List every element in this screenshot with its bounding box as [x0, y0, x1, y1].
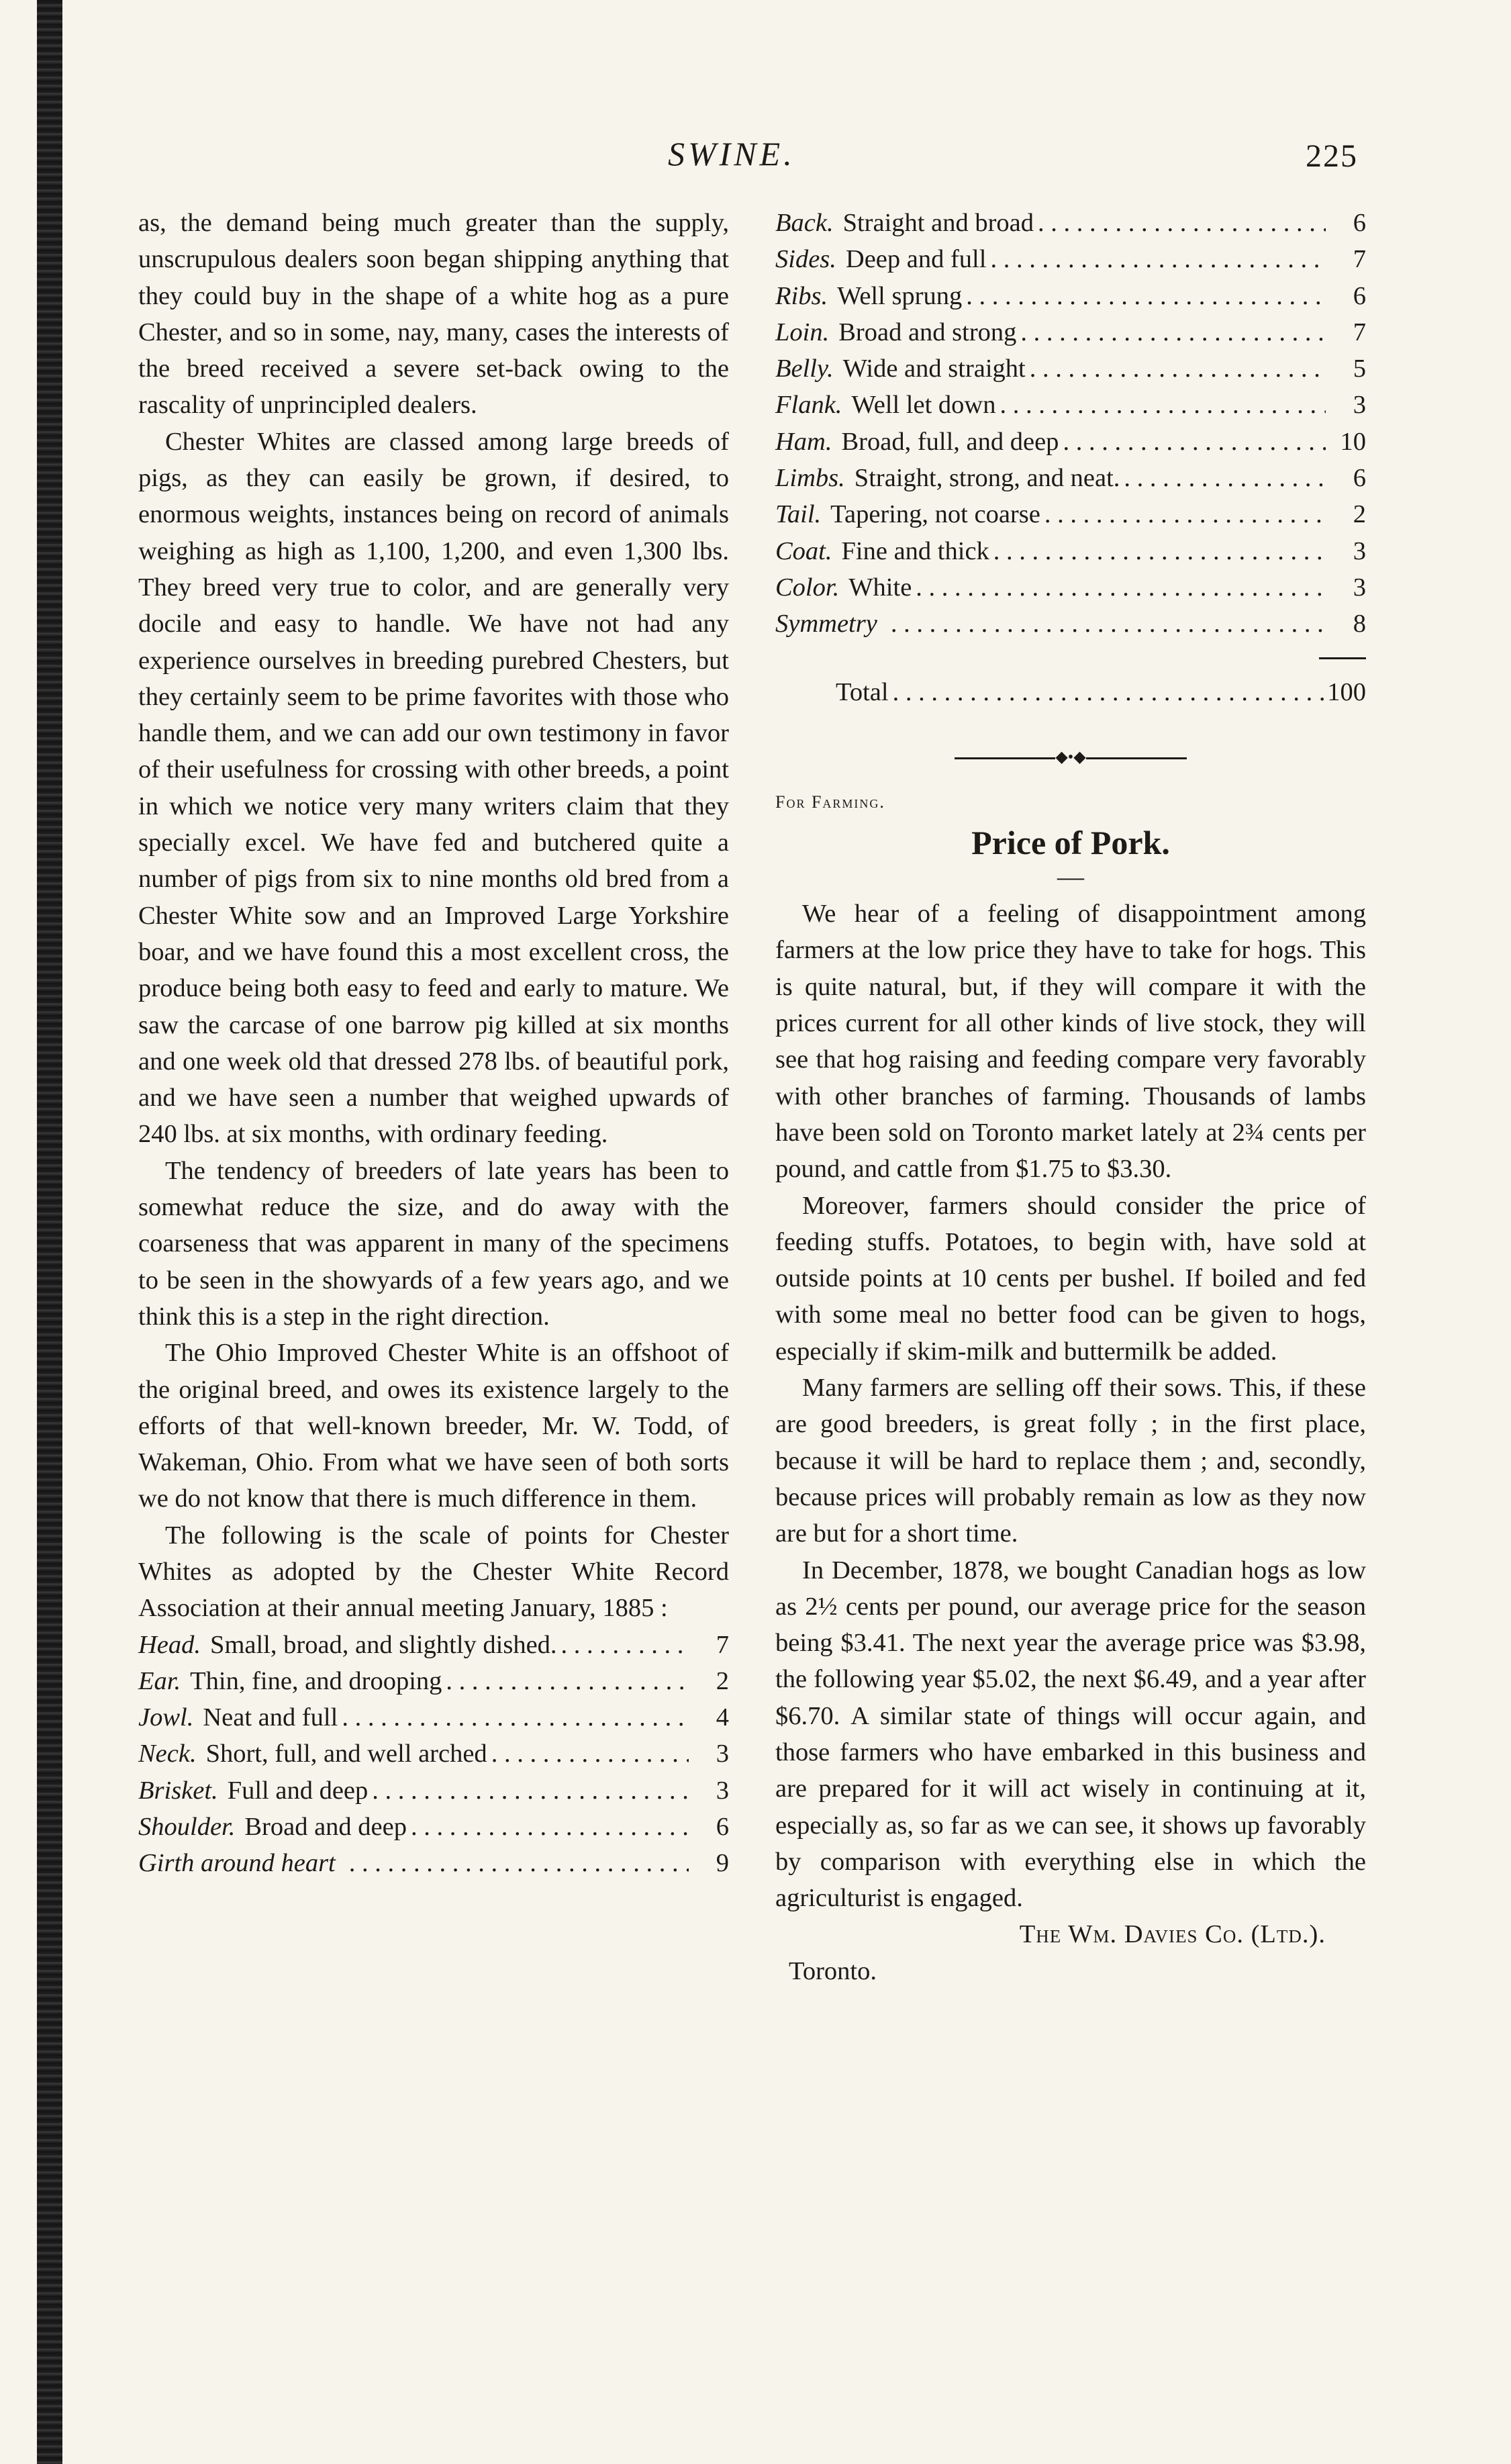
paragraph: The Ohio Improved Chester White is an offshoot of the original breed, and owes its existence largely to the efforts of that well-known breeder, Mr. W. Todd, of Wakeman, Ohio. From what we have seen of both sorts we do not know that there is much difference in them. [138, 1339, 729, 1513]
dot-leader [1020, 314, 1326, 350]
scale-part: Ham. [775, 427, 832, 456]
scale-desc: Short, full, and well arched [205, 1740, 487, 1768]
scale-desc: Straight, strong, and neat. [854, 464, 1120, 493]
scale-points: 9 [716, 1849, 729, 1878]
scale-part: Coat. [775, 536, 832, 565]
dot-leader [916, 569, 1326, 606]
scale-desc: Straight and broad [842, 209, 1034, 237]
scale-row [775, 205, 1366, 241]
scale-row [775, 533, 1366, 569]
scale-part: Head. [138, 1630, 201, 1659]
scale-part: Ribs. [775, 281, 828, 310]
scale-desc: Well sprung [837, 281, 963, 310]
scale-part: Jowl. [138, 1703, 194, 1732]
scale-desc: Tapering, not coarse [830, 500, 1040, 529]
scale-points: 6 [1353, 209, 1366, 237]
page-binding-edge [37, 0, 62, 2464]
right-column [775, 205, 1366, 1989]
dot-leader [1063, 424, 1326, 460]
scale-desc: Broad, full, and deep [841, 427, 1059, 456]
scale-row [775, 387, 1366, 423]
scale-row [138, 1845, 729, 1881]
dot-leader [372, 1772, 689, 1809]
scale-desc: Thin, fine, and drooping [190, 1666, 442, 1695]
scale-total-row [775, 674, 1366, 710]
scale-row [138, 1772, 729, 1809]
scale-part: Shoulder. [138, 1813, 236, 1842]
paragraph: Moreover, farmers should consider the price of feeding stuffs. Potatoes, to begin with, have sold at outside points at 10 cents per bushel. If boiled and fed with some meal no better food can be given to hogs, especially if skim-milk and buttermilk be added. [775, 1191, 1366, 1366]
scale-part: Tail. [775, 500, 822, 529]
dot-leader [990, 241, 1326, 277]
scale-points: 3 [1353, 536, 1366, 565]
dot-leader [1038, 205, 1326, 241]
scale-row [775, 424, 1366, 460]
dot-leader [891, 606, 1326, 642]
scale-part: Sides. [775, 245, 836, 274]
running-head: SWINE. [668, 135, 795, 173]
scale-row [775, 350, 1366, 387]
article-credit: For Farming. [775, 792, 885, 812]
page-number: 225 [1306, 138, 1358, 174]
scale-part: Loin. [775, 318, 830, 346]
scale-row [138, 1809, 729, 1845]
scale-of-points-right [775, 205, 1366, 643]
scale-desc: Deep and full [845, 245, 987, 274]
scale-row [138, 1663, 729, 1699]
scale-desc: Fine and thick [841, 536, 989, 565]
paragraph: In December, 1878, we bought Canadian hogs as low as 2½ cents per pound, our average price for the season being $3.41. The next year the average price was $3.98, the following year $5.02, the next $6.49, and a year after $6.70. A similar state of things will occur again, and those farmers who have embarked in this business and are prepared for it will act wisely in continuing at it, especially as, so far as we can see, it shows up favorably by comparison with everything else in which the agriculturist is engaged. [775, 1556, 1366, 1913]
scale-desc: Neat and full [203, 1703, 338, 1732]
scale-desc: Wide and straight [842, 354, 1026, 383]
scale-of-points-left [138, 1627, 729, 1882]
scale-points: 6 [1353, 281, 1366, 310]
scale-row [775, 496, 1366, 532]
scale-row [775, 278, 1366, 314]
dot-leader [349, 1845, 689, 1881]
scale-row [138, 1736, 729, 1772]
scale-part: Symmetry [775, 610, 877, 638]
scale-part: Limbs. [775, 464, 845, 493]
scale-row [775, 606, 1366, 642]
dot-leader [411, 1809, 689, 1845]
scale-points: 4 [716, 1703, 729, 1732]
dot-leader [893, 674, 1326, 710]
scale-row [775, 314, 1366, 350]
scale-part: Girth around heart [138, 1849, 336, 1878]
scale-row [138, 1627, 729, 1663]
title-dash: — [1057, 861, 1084, 892]
signature: The Wm. Davies Co. (Ltd.). [1019, 1920, 1326, 1949]
scale-points: 3 [716, 1776, 729, 1805]
scale-points: 2 [716, 1666, 729, 1695]
scale-points: 2 [1353, 500, 1366, 529]
paragraph: Many farmers are selling off their sows. This, if these are good breeders, is great folly ; in the first place, because it will be hard to replace them ; and, secondly, because prices will probably remain as low as they now are but for a short time. [775, 1374, 1366, 1548]
scale-points: 10 [1340, 427, 1366, 456]
scale-desc: Well let down [851, 391, 996, 420]
scale-desc: White [848, 573, 912, 602]
scale-desc: Broad and strong [838, 318, 1017, 346]
total-label: Total [836, 677, 889, 706]
scale-part: Color. [775, 573, 840, 602]
paragraph: The tendency of breeders of late years has been to somewhat reduce the size, and do away with the coarseness that was apparent in many of the specimens to be seen in the showyards of a few years ago, and we think this is a step in the right direction. [138, 1156, 729, 1331]
article-title: Price of Pork. [971, 824, 1170, 862]
scale-part: Brisket. [138, 1776, 218, 1805]
paragraph: The following is the scale of points for Chester Whites as adopted by the Chester White Record Association at their annual meeting January, 1885 : [138, 1521, 729, 1623]
scale-points: 6 [716, 1813, 729, 1842]
dot-leader [1000, 387, 1326, 423]
scale-desc: Full and deep [227, 1776, 369, 1805]
scale-part: Ear. [138, 1666, 181, 1695]
dot-leader [491, 1736, 689, 1772]
paragraph: We hear of a feeling of disappointment among farmers at the low price they have to take for hogs. This is quite natural, but, if they will compare it with the prices current for all other kinds of live stock, they will see that hog raising and feeding compare very favorably with other branches of farming. Thousands of lambs have been sold on Toronto market lately at 2¾ cents per pound, and cattle from $1.75 to $3.30. [775, 900, 1366, 1184]
paragraph: Chester Whites are classed among large breeds of pigs, as they can easily be grown, if desired, to enormous weights, instances being on record of animals weighing as high as 1,100, 1,200, and even 1,300 lbs. They breed very true to color, and are generally very docile and easy to handle. We have not had any experience ourselves in breeding purebred Chesters, but they certainly seem to be prime favorites with those who handle them, and we can add our own testimony in favor of their usefulness for crossing with other breeds, a point in which we notice very many writers claim that they specially excel. We have fed and butchered quite a number of pigs from six to nine months old bred from a Chester White sow and an Improved Large Yorkshire boar, and we have found this a most excellent cross, the produce being both easy to feed and early to mature. We saw the carcase of one barrow pig killed at six months and one week old that dressed 278 lbs. of beautiful pork, and we have seen a number that weighed upwards of 240 lbs. at six months, with ordinary feeding. [138, 427, 729, 1149]
dot-leader [342, 1699, 689, 1736]
dot-leader [561, 1627, 689, 1663]
section-ornament: ◆•◆ [936, 747, 1205, 767]
scale-points: 6 [1353, 464, 1366, 493]
left-column [138, 205, 729, 1882]
scale-row [775, 569, 1366, 606]
dot-leader [1030, 350, 1326, 387]
dot-leader [1124, 460, 1326, 496]
scale-part: Flank. [775, 391, 842, 420]
scale-points: 3 [1353, 391, 1366, 420]
dot-leader [446, 1663, 689, 1699]
scale-part: Back. [775, 209, 834, 237]
scale-points: 7 [716, 1630, 729, 1659]
dot-leader [966, 278, 1326, 314]
scale-part: Neck. [138, 1740, 197, 1768]
scale-desc: Small, broad, and slightly dished. [210, 1630, 557, 1659]
dot-leader [993, 533, 1326, 569]
scale-points: 7 [1353, 318, 1366, 346]
dot-leader [1044, 496, 1326, 532]
total-points: 100 [1327, 677, 1366, 706]
scale-desc: Broad and deep [244, 1813, 407, 1842]
paragraph: as, the demand being much greater than the supply, unscrupulous dealers soon began shipping anything that they could buy in the shape of a white hog as a pure Chester, and so in some, nay, many, cases the interests of the breed received a severe set-back owing to the rascality of unprincipled dealers. [138, 209, 729, 420]
scale-points: 3 [1353, 573, 1366, 602]
scale-points: 3 [716, 1740, 729, 1768]
signature-place: Toronto. [789, 1956, 877, 1985]
scale-row [138, 1699, 729, 1736]
scale-points: 8 [1353, 610, 1366, 638]
scale-part: Belly. [775, 354, 834, 383]
scale-row [775, 241, 1366, 277]
scale-points: 5 [1353, 354, 1366, 383]
scale-points: 7 [1353, 245, 1366, 274]
scale-row [775, 460, 1366, 496]
